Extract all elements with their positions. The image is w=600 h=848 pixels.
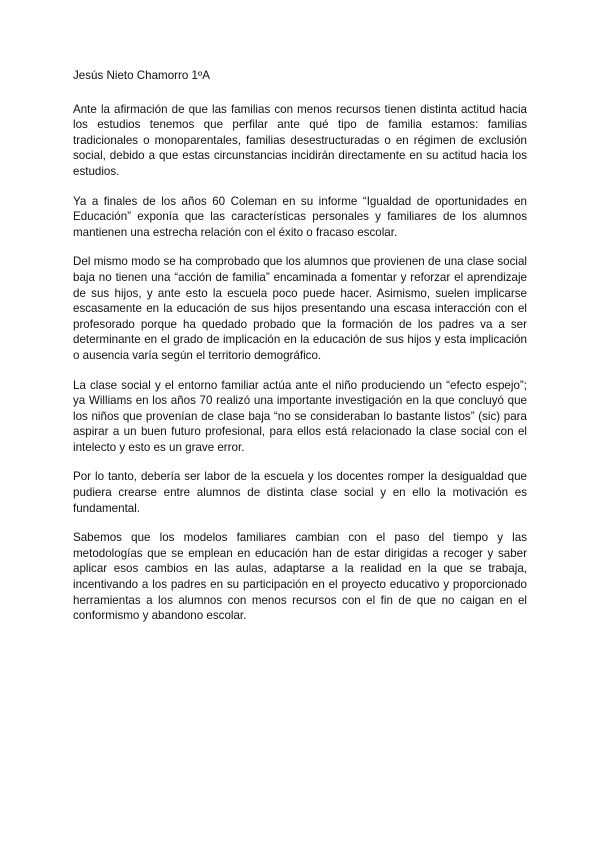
document-body [73, 68, 527, 638]
paragraph-1: Ante la afirmación de que las familias con menos recursos tienen distinta actitud hacia los estudios tenemos que perfilar ante qué tipo de familia estamos: familias tradicionales o monoparentales, familias desestructuradas o en régimen de exclusión social, debido a que estas circunstancias incidirán directamente en su actitud hacia los estudios. [73, 102, 527, 178]
paragraph-6: Sabemos que los modelos familiares cambian con el paso del tiempo y las metodologías que se emplean en educación han de estar dirigidas a recoger y saber aplicar esos cambios en las aulas, adaptarse a la realidad en la que se trabaja, incentivando a los padres en su participación en el proyecto educativo y proporcionado herramientas a los alumnos con menos recursos con el fin de que no caigan en el conformismo y abandono escolar. [73, 531, 527, 623]
paragraph-4: La clase social y el entorno familiar actúa ante el niño produciendo un “efecto espejo”; ya Williams en los años 70 realizó una importante investigación en la que concluyó que los niños que provenían de clase baja “no se consideraban lo bastante listos” (sic) para aspirar a un buen futuro profesional, para ellos está relacionado la clase social con el intelecto y esto es un grave error. [73, 378, 527, 454]
paragraph-3: Del mismo modo se ha comprobado que los alumnos que provienen de una clase social baja no tienen una “acción de familia” encaminada a fomentar y reforzar el aprendizaje de sus hijos, y ante esto la escuela poco puede hacer. Asimismo, suelen implicarse escasamente en la educación de sus hijos presentando una escasa interacción con el profesorado porque ha quedado probado que la formación de los padres va a ser determinante en el grado de implicación en la educación de sus hijos y esta implicación o ausencia varía según el territorio demográfico. [73, 255, 527, 362]
paragraph-2: Ya a finales de los años 60 Coleman en su informe “Igualdad de oportunidades en Educación” exponía que las características personales y familiares de los alumnos mantienen una estrecha relación con el éxito o fracaso escolar. [73, 194, 527, 239]
author-line: Jesús Nieto Chamorro 1ºA [73, 69, 210, 82]
paragraph-5: Por lo tanto, debería ser labor de la escuela y los docentes romper la desigualdad que pudiera crearse entre alumnos de distinta clase social y en ello la motivación es fundamental. [73, 470, 527, 515]
